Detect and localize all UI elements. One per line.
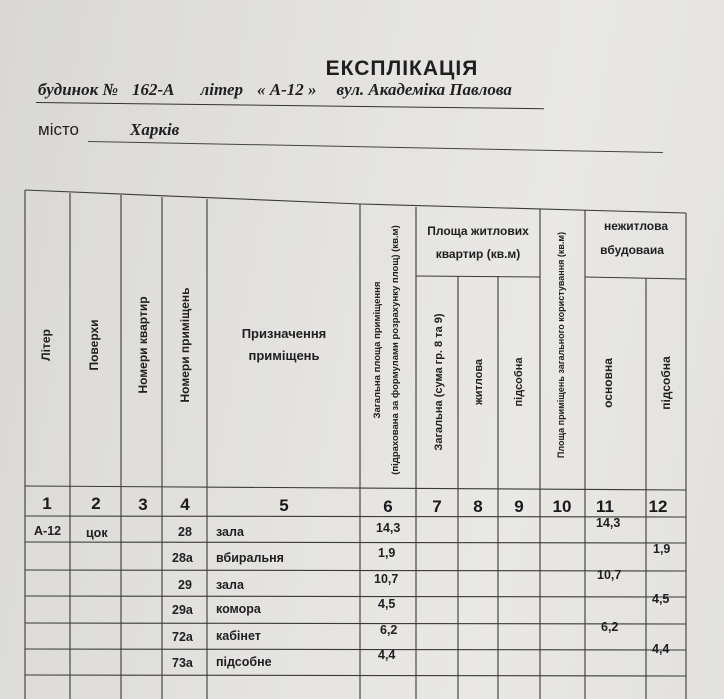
building-label: будинок № bbox=[38, 80, 119, 99]
table-row bbox=[178, 568, 621, 592]
cell-aux: 1,9 bbox=[653, 542, 671, 556]
column-number: 12 bbox=[648, 497, 668, 516]
column-number: 10 bbox=[552, 497, 572, 516]
column-number: 7 bbox=[432, 497, 442, 516]
column-number-row bbox=[42, 494, 667, 516]
header-purpose-line2: приміщень bbox=[248, 348, 320, 363]
header-common-use: Площа приміщень загального користування (кв.м) bbox=[556, 231, 566, 459]
header-apartment-numbers: Номери квартир bbox=[136, 296, 150, 394]
cell-purpose: комора bbox=[216, 602, 261, 616]
table-grid bbox=[25, 190, 686, 699]
column-number: 3 bbox=[138, 495, 148, 514]
header-living-group-line1: Площа житлових bbox=[427, 224, 529, 238]
table-row bbox=[172, 642, 669, 670]
cell-purpose: зала bbox=[216, 578, 244, 592]
column-number: 4 bbox=[180, 495, 190, 514]
cell-litera: А-12 bbox=[34, 524, 62, 538]
cell-purpose: зала bbox=[216, 525, 244, 539]
header-living-total: Загальна (сума гр. 8 та 9) bbox=[433, 313, 445, 451]
cell-purpose: підсобне bbox=[216, 655, 272, 669]
header-purpose-line1: Призначення bbox=[241, 326, 327, 341]
letter-label: літер bbox=[200, 80, 244, 99]
letter-value: « А-12 » bbox=[257, 80, 317, 99]
cell-purpose: вбиральня bbox=[216, 551, 284, 565]
cell-room: 28а bbox=[172, 551, 193, 565]
cell-room: 73а bbox=[172, 656, 193, 670]
cell-area: 1,9 bbox=[378, 546, 396, 560]
cell-aux: 4,4 bbox=[652, 642, 670, 656]
header-nonres-group-line2: вбудоваиа bbox=[600, 243, 664, 257]
cell-aux: 4,5 bbox=[652, 592, 670, 606]
table-row bbox=[172, 592, 669, 617]
table-row bbox=[172, 542, 670, 565]
cell-main: 14,3 bbox=[596, 516, 621, 530]
city-value: Харків bbox=[130, 120, 180, 139]
cell-room: 29 bbox=[178, 578, 192, 592]
column-number: 6 bbox=[383, 497, 393, 516]
column-number: 2 bbox=[91, 494, 101, 513]
building-number: 162-А bbox=[132, 80, 175, 99]
header-total-area-line1: Загальна площа приміщення bbox=[372, 281, 383, 419]
column-number: 8 bbox=[473, 497, 483, 516]
header-litera: Літер bbox=[39, 329, 53, 361]
header-main: основна bbox=[601, 358, 615, 408]
street-name: вул. Академіка Павлова bbox=[336, 80, 512, 99]
cell-area: 4,5 bbox=[378, 597, 396, 611]
cell-floor: цок bbox=[86, 526, 108, 540]
cell-main: 6,2 bbox=[601, 620, 619, 634]
column-number: 5 bbox=[279, 496, 289, 515]
header-nonres-aux: підсобна bbox=[659, 356, 673, 410]
header-living: житлова bbox=[473, 358, 485, 406]
header-floors: Поверхи bbox=[87, 319, 101, 371]
cell-room: 28 bbox=[178, 525, 192, 539]
column-number: 9 bbox=[514, 497, 524, 516]
column-number: 1 bbox=[42, 494, 52, 513]
document-title: ЕКСПЛІКАЦІЯ bbox=[325, 57, 479, 80]
header-total-area-line2: (підрахована за формулами розрахунку площ) (кв.м) bbox=[390, 225, 401, 475]
header-room-numbers: Номери приміщень bbox=[178, 287, 192, 403]
header-living-group-line2: квартир (кв.м) bbox=[435, 247, 521, 261]
cell-area: 6,2 bbox=[380, 623, 398, 637]
cell-room: 72а bbox=[172, 630, 193, 644]
header-nonres-group-line1: нежитлова bbox=[603, 219, 669, 233]
cell-area: 10,7 bbox=[374, 572, 399, 586]
table-row bbox=[34, 516, 620, 540]
cell-area: 4,4 bbox=[378, 648, 396, 662]
cell-main: 10,7 bbox=[597, 568, 622, 582]
header-auxiliary: підсобна bbox=[513, 357, 525, 407]
cell-area: 14,3 bbox=[376, 521, 401, 535]
cell-purpose: кабінет bbox=[216, 629, 261, 643]
cell-room: 29а bbox=[172, 603, 193, 617]
column-number: 11 bbox=[596, 497, 614, 516]
city-label: місто bbox=[38, 120, 80, 139]
